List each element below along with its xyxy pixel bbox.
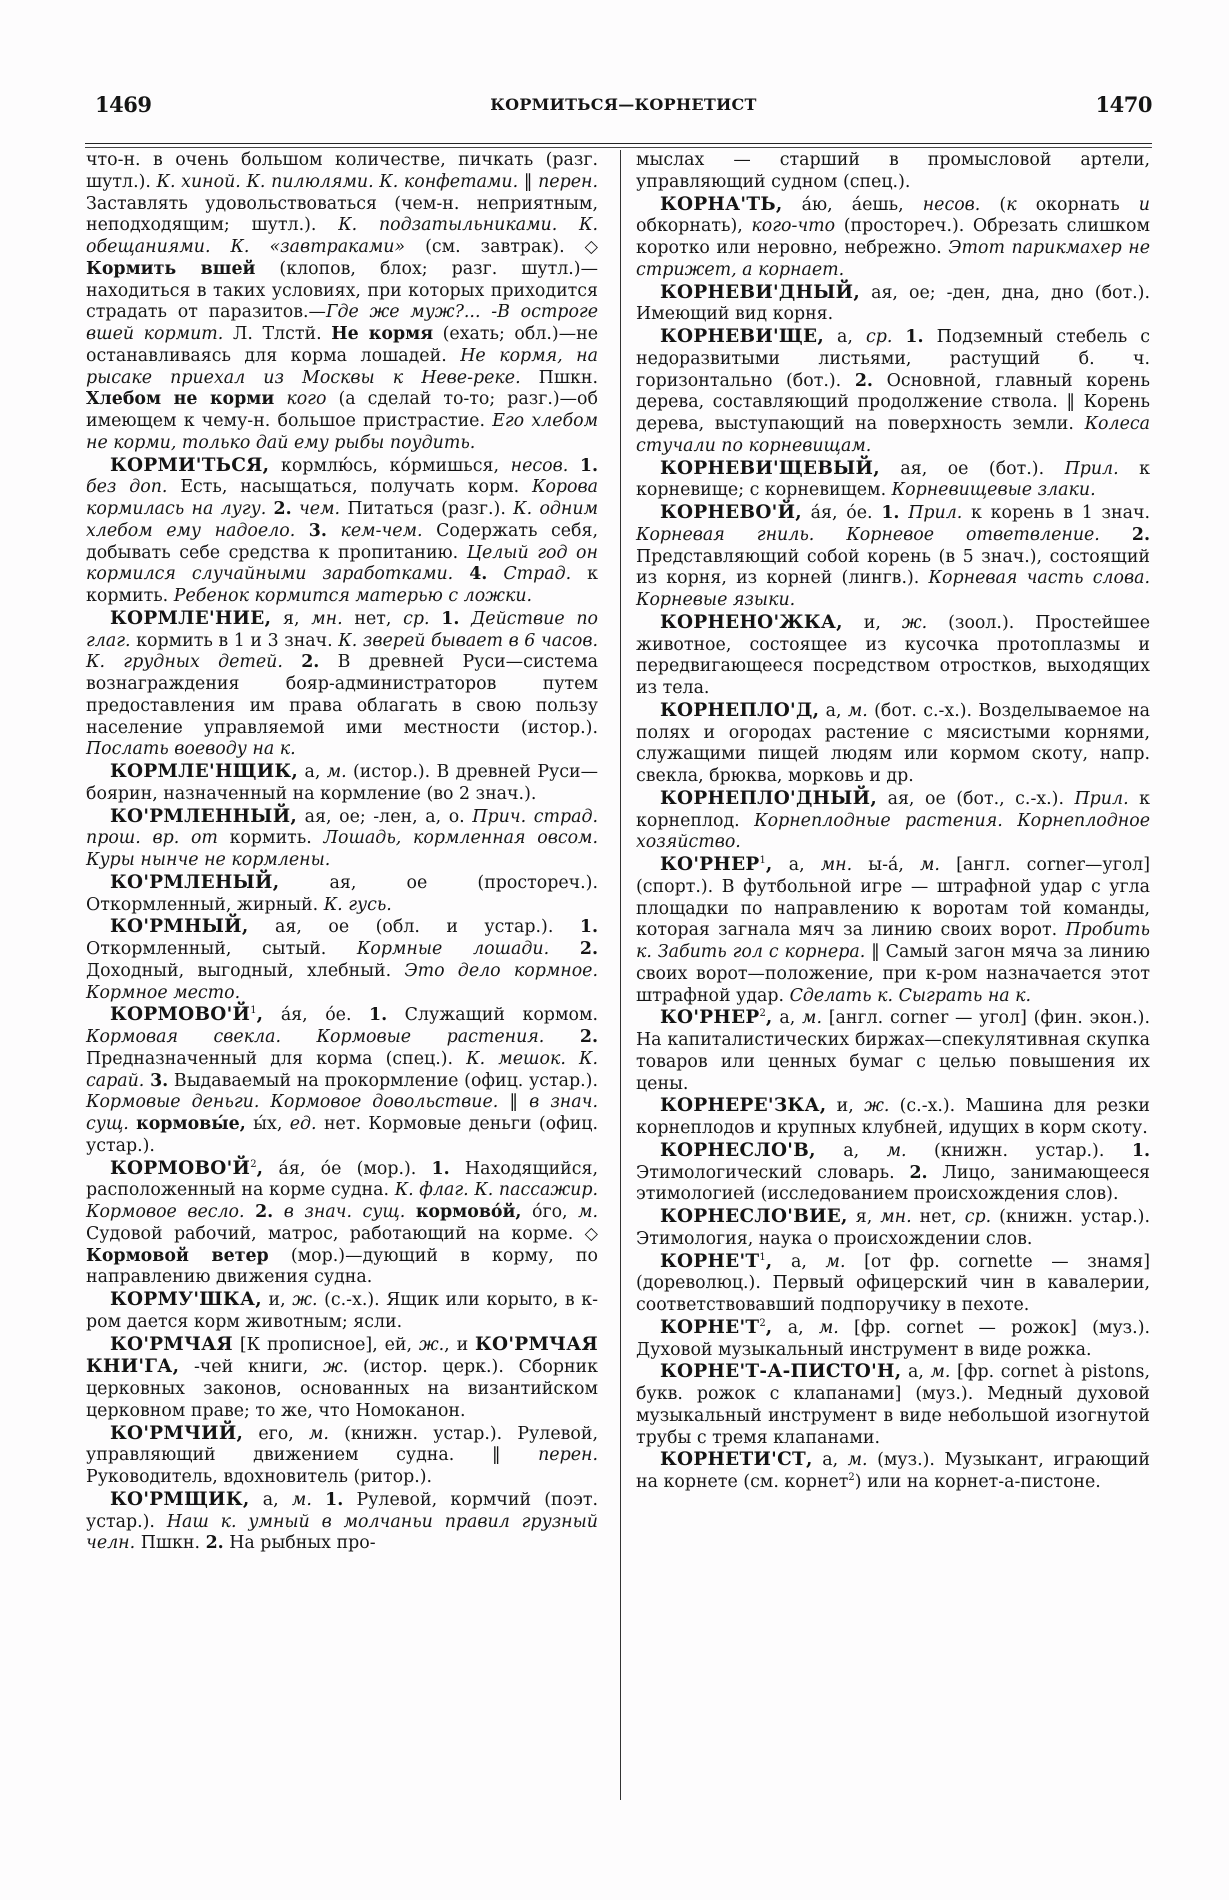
italic-text: перен. — [538, 1445, 598, 1466]
dictionary-entry — [636, 458, 1150, 503]
italic-text: мн. — [311, 608, 343, 629]
headword: КОРМИ'ТЬСЯ, — [110, 454, 270, 476]
italic-text: Колеса стучали по корневищам. — [636, 414, 1150, 456]
text: обкорнать), — [636, 216, 752, 237]
right-column — [636, 150, 1150, 1494]
bold-text: 2. — [854, 370, 873, 391]
bold-text: 3. — [308, 520, 327, 541]
text: а, — [249, 1489, 292, 1510]
bold-text: 1. — [1131, 1140, 1150, 1161]
italic-text: несов. — [922, 194, 981, 215]
headword: КО'РНЕР — [660, 1007, 760, 1029]
bold-text: 1. — [325, 1489, 344, 1510]
italic-text: Прил. — [1074, 788, 1129, 809]
superscript-index: 2 — [250, 1158, 257, 1170]
text: ) или на корнет-а-пистоне. — [854, 1472, 1101, 1492]
text — [453, 564, 469, 584]
text: Есть, насыщаться, получать корм. — [167, 477, 532, 498]
dictionary-entry — [86, 872, 598, 917]
italic-text: в знач. сущ. — [86, 1092, 598, 1134]
text — [568, 456, 580, 476]
bold-text: Хлебом не корми — [86, 389, 275, 410]
text: к корнеплод. — [636, 788, 1150, 831]
entry-continuation — [86, 150, 598, 455]
italic-text: м. — [847, 700, 868, 721]
text: (истор.). В древней Руси—боярин, назначенный на кормление (во 2 знач.). — [86, 762, 599, 804]
text: (книжн. устар.). Рулевой, управляющий движением судна. ‖ — [86, 1423, 599, 1466]
text: к корневище; с корневищем. — [636, 458, 1150, 501]
text: что-н. в очень большом количестве, пичкать (разг. шутл.). — [86, 150, 598, 192]
bold-text: кормово́й, — [415, 1202, 522, 1222]
text: [фр. cornet à pistons, букв. рожок с клапанами] (муз.). Медный духовой музыкальный инструмент в виде небольшой изогнутой трубы с тремя клапанами. — [636, 1362, 1150, 1448]
bold-text: 3. — [150, 1070, 169, 1091]
left-column — [86, 150, 598, 1555]
text — [430, 609, 442, 629]
bold-text: 1. — [431, 1158, 450, 1179]
italic-text: ср. — [865, 327, 893, 347]
dictionary-entry — [636, 1361, 1150, 1449]
italic-text: ед. — [289, 1114, 317, 1134]
text: Откормленный, сытый. — [86, 939, 357, 959]
dictionary-entry — [636, 1095, 1150, 1140]
text — [295, 521, 309, 541]
bold-text: Не кормя — [331, 324, 434, 344]
italic-text: м. — [847, 1450, 868, 1471]
bold-text: 2. — [205, 1533, 224, 1554]
text — [266, 499, 273, 519]
text: Судовой рабочий, матрос, работающий на корме. ◇ — [86, 1223, 598, 1244]
italic-text: кого-что — [751, 216, 836, 237]
dictionary-entry — [636, 1317, 1150, 1362]
headword: КОРНЕВИ'ЩЕВЫЙ, — [660, 457, 880, 479]
text — [292, 499, 299, 519]
bold-text: 1. — [579, 917, 598, 938]
italic-text: м. — [802, 1008, 822, 1029]
text: (книжн. устар.). — [906, 1140, 1132, 1161]
superscript-index: 1 — [759, 855, 766, 867]
text: (мор.)—дующий в корму, по направлению движения судна. — [86, 1245, 598, 1288]
dictionary-entry — [636, 326, 1150, 458]
italic-text: Кормные лошади. — [356, 939, 550, 959]
page-header — [95, 92, 1152, 126]
text: Основной, главный корень дерева, составляющий продолжение ствола. ‖ Корень дерева, выступающий на поверхность земли. — [636, 370, 1150, 434]
bold-text: 2. — [255, 1202, 274, 1222]
headword: КО'РМЛЕННЫЙ, — [110, 805, 298, 827]
headword: КО'РМЧИЙ, — [110, 1422, 244, 1444]
italic-text: ж. — [418, 1334, 445, 1355]
italic-text: чем. — [298, 499, 341, 519]
bold-text: 1. — [881, 503, 900, 523]
headword: КОРМОВО'Й — [110, 1004, 251, 1026]
italic-text: Кормовая свекла. Кормовые растения. — [86, 1027, 545, 1047]
text: Пшкн. — [520, 367, 598, 388]
text: (с.-х.). Ящик или корыто, в к-ром дается корм животным; ясли. — [86, 1290, 598, 1332]
text: а, — [812, 1450, 848, 1471]
dictionary-entry — [636, 1251, 1150, 1317]
text: В древней Руси—система вознаграждения бояр-администраторов путем предоставления им права облагать в свою пользу население управляемой ими местности (истор.). — [86, 652, 598, 738]
dictionary-entry — [86, 761, 598, 806]
text — [549, 939, 580, 959]
text: ы-а́, — [852, 855, 921, 875]
italic-text: Ребенок кормится матерью с ложки. — [173, 586, 533, 606]
superscript-index: 1 — [759, 1251, 766, 1263]
text: (ехать; обл.)—не останавливаясь для корма лошадей. — [86, 324, 598, 366]
dictionary-entry — [86, 806, 598, 872]
italic-text: Корнеплодные растения. Корнеплодное хозяйство. — [636, 810, 1150, 853]
text: ая, ое (бот., с.-х.). — [877, 788, 1075, 809]
bold-text: 2. — [579, 939, 599, 959]
italic-text: Сделать к. Сыграть на к. — [789, 985, 1032, 1006]
dictionary-entry — [636, 502, 1150, 612]
italic-text: Этот парикмахер не стрижет, а корнает. — [636, 238, 1150, 280]
bold-text: 1. — [441, 608, 460, 629]
headword: КОРНЕ'Т-А-ПИСТО'Н, — [660, 1361, 902, 1383]
dictionary-entry — [636, 1007, 1150, 1095]
italic-text: Это дело кормное. Кормное место. — [86, 960, 598, 1003]
text: (бот. с.-х.). Возделываемое на полях и огородах растение с мясистыми корнями, служащими пищей людям или кормом скоту, напр. свекла, брюква, морковь и др. — [636, 700, 1150, 786]
italic-text: м. — [326, 762, 347, 782]
text: Лицо, занимающееся этимологией (исследованием происхождения слов). — [636, 1162, 1151, 1205]
italic-text: м. — [308, 1423, 329, 1444]
text: Выдаваемый на прокормление (офиц. устар.). — [168, 1070, 598, 1091]
text — [487, 564, 503, 584]
text: [фр. cornet — рожок] (муз.). Духовой музыкальный инструмент в виде рожка. — [636, 1317, 1151, 1360]
text: ая, ое (бот.). — [879, 458, 1065, 479]
page-number-left: 1469 — [95, 92, 152, 117]
dictionary-entry — [86, 1489, 598, 1555]
italic-text: Пробить к. Забить гол с корнера. — [636, 920, 1150, 962]
text: ‖ Самый загон мяча за линию своих ворот—положение, при к-ром назначается этот штрафной удар. — [636, 942, 1150, 1006]
bold-text: 2. — [1131, 524, 1150, 545]
text: ‖ — [498, 1092, 530, 1113]
text: ы́х, — [245, 1114, 290, 1134]
headword: КОРНА'ТЬ, — [660, 193, 783, 215]
italic-text: Послать воеводу на к. — [86, 739, 296, 760]
text: а, — [298, 762, 327, 782]
italic-text: ж. — [901, 612, 928, 633]
headword: КО'РМЛЕНЫЙ, — [110, 871, 280, 893]
headword: , — [256, 1004, 264, 1026]
italic-text: Кормовые деньги. Кормовое довольствие. — [86, 1092, 499, 1113]
text: Рулевой, кормчий (поэт. устар.). — [86, 1489, 599, 1532]
text: а, — [772, 1251, 826, 1272]
bold-text: 2. — [301, 652, 320, 673]
text: а, — [815, 1140, 887, 1161]
dictionary-entry — [86, 608, 598, 761]
text: [англ. corner — угол] (фин. экон.). На капиталистических биржах—спекулятивная скупка товаров или ценных бумаг с целью повышения их цены. — [636, 1008, 1150, 1094]
text: ‖ — [518, 171, 539, 192]
dictionary-entry — [86, 1289, 598, 1334]
headword: КОРМЛЕ'НЩИК, — [110, 761, 299, 782]
headword: КОРНЕРЕ'ЗКА, — [660, 1095, 827, 1117]
italic-text: несов. — [510, 455, 569, 476]
italic-text: ср. — [403, 608, 430, 629]
italic-text: К. подзатыльниками. К. обещаниями. К. «завтраками» — [86, 215, 599, 257]
text: я, — [271, 608, 312, 629]
dictionary-entry — [636, 700, 1150, 788]
headword: КОРНЕПЛО'Д, — [660, 699, 820, 721]
superscript-index: 2 — [759, 1317, 766, 1329]
text — [283, 652, 301, 672]
text: кормить в 1 и 3 знач. — [130, 630, 339, 651]
italic-text: кого — [286, 389, 327, 410]
dictionary-entry — [636, 1140, 1150, 1206]
text: нет, — [911, 1207, 965, 1227]
italic-text: Где же муж?... -В остроге вшей кормит. — [86, 302, 598, 344]
italic-text: и — [1138, 194, 1150, 215]
italic-text: К. флаг. К. пассажир. Кормовое весло. — [86, 1180, 598, 1222]
italic-text: в знач. сущ. — [283, 1202, 406, 1222]
bold-text: 2. — [579, 1027, 599, 1047]
italic-text: Лошадь, кормленная овсом. Куры нынче не кормлены. — [86, 828, 598, 870]
text — [327, 521, 341, 541]
italic-text: м. — [818, 1317, 839, 1338]
dictionary-entry — [636, 612, 1150, 700]
text: а, — [772, 1317, 819, 1338]
italic-text: м. — [886, 1140, 907, 1161]
italic-text: кем-чем. — [340, 520, 423, 541]
italic-text: Корневищевые злаки. — [891, 480, 1096, 501]
text: и, — [826, 1096, 865, 1117]
text: ая, ое; -лен, а, о. — [297, 806, 473, 827]
headword: КОРМУ'ШКА, — [110, 1289, 262, 1310]
italic-text: Действие по глаг. — [86, 608, 598, 651]
text — [245, 1202, 256, 1222]
italic-text: перен. — [538, 171, 598, 192]
dictionary-entry — [86, 1423, 598, 1489]
italic-text: ж. — [292, 1290, 318, 1310]
text: Представляющий собой корень (в 5 знач.), состоящий из корня, из корней (лингв.). — [636, 546, 1150, 589]
italic-text: без доп. — [86, 477, 168, 498]
text — [312, 1490, 325, 1510]
dictionary-entry — [86, 455, 598, 608]
headword: КОРНЕ'Т — [660, 1250, 760, 1272]
bold-text: 1. — [905, 327, 924, 347]
text: (простореч.). Обрезать слишком коротко или неровно, небрежно. — [636, 216, 1150, 258]
headword: КОРНЕВИ'ДНЫЙ, — [660, 281, 861, 303]
text: нет. Кормовые деньги (офиц. устар.). — [86, 1114, 598, 1156]
headword: КО'РМЧАЯ КНИ'ГА, — [86, 1333, 598, 1378]
italic-text: Целый год он кормился случайными заработками. — [86, 542, 598, 585]
text: а, — [772, 1008, 803, 1029]
text — [274, 389, 286, 409]
bold-text: кормовы́е, — [136, 1114, 246, 1134]
text: кормлю́сь, ко́рмишься, — [269, 455, 511, 476]
text: [англ. corner—угол] (спорт.). В футбольной игре — штрафной удар с угла площадки по направлению к воротам той команды, которая загнала мяч за линию своих ворот. — [636, 855, 1151, 941]
dictionary-entry — [86, 1334, 598, 1423]
text: (а сделай то-то; разг.)—об имеющем к чему-н. большое пристрастие. — [86, 389, 598, 431]
text: (зоол.). Простейшее животное, состоящее из кусочка протоплазмы и передвигающееся посредством отростков, выходящих из тела. — [636, 612, 1150, 698]
bold-text: 1. — [579, 455, 598, 476]
bold-text: 2. — [909, 1162, 928, 1183]
text: Этимологический словарь. — [636, 1162, 910, 1183]
text — [1100, 525, 1132, 545]
text: окорнать — [1016, 194, 1139, 215]
italic-text: Прил. — [908, 503, 963, 523]
italic-text: Корневая гниль. Корневое ответвление. — [636, 524, 1100, 545]
text: а́я, о́е. — [801, 503, 882, 523]
superscript-index: 1 — [250, 1005, 257, 1017]
column-divider — [620, 150, 621, 1800]
text — [544, 1027, 580, 1047]
text: [К прописное], ей, — [232, 1334, 419, 1355]
text: кормить. — [217, 828, 324, 849]
text: Подземный стебель с недоразвитыми листьями, растущий б. ч. горизонтально (бот.). — [636, 327, 1150, 391]
headword: КОРНЕ'Т — [660, 1316, 760, 1338]
text: (истор. церк.). Сборник церковных законов, основанных на византийском церковном праве; то же, что Номоканон. — [86, 1357, 599, 1421]
italic-text: К. хиной. К. пилюлями. К. конфетами. — [156, 171, 519, 192]
italic-text: мн. — [880, 1207, 912, 1227]
text: Руководитель, вдохновитель (ритор.). — [86, 1467, 433, 1487]
headword: КО'РМЩИК, — [110, 1488, 250, 1510]
text: Служащий кормом. — [387, 1005, 598, 1026]
text: ая, ое (обл. и устар.). — [248, 917, 580, 938]
text: а, — [824, 327, 866, 347]
text: а́я, о́е. — [263, 1005, 369, 1026]
text: Питаться (разг.). — [340, 499, 514, 519]
headword: КОРМЛЕ'НИЕ, — [110, 607, 272, 629]
text: к корень в 1 знач. — [962, 503, 1150, 523]
dictionary-entry — [636, 854, 1150, 1007]
italic-text: Не кормя, на рысаке приехал из Москвы к Неве-реке. — [86, 345, 598, 388]
superscript-index: 2 — [848, 1472, 855, 1484]
headword: , — [256, 1157, 264, 1179]
dictionary-entry — [636, 1206, 1150, 1251]
italic-text: Прил. — [1064, 458, 1119, 479]
text: Доходный, выгодный, хлебный. — [86, 960, 405, 981]
headword: КОРМОВО'Й — [110, 1157, 251, 1179]
bold-text: 4. — [469, 564, 488, 585]
text: (с.-х.). Машина для резки корнеплодов и крупных клубней, идущих в корм скоту. — [636, 1096, 1150, 1138]
text: Л. Тлстй. — [223, 324, 332, 344]
bold-text: Кормить вшей — [86, 258, 256, 279]
header-rule-bottom — [85, 147, 1152, 148]
italic-text: ж. — [322, 1357, 349, 1378]
text — [899, 503, 908, 523]
text: к кормить. — [86, 564, 599, 606]
bold-text: 2. — [273, 499, 292, 519]
headword: КОРНЕПЛО'ДНЫЙ, — [660, 787, 878, 809]
text: Находящийся, расположенный на корме судна. — [86, 1158, 598, 1201]
dictionary-entry — [636, 788, 1150, 854]
text: (см. завтрак). ◇ — [405, 237, 598, 257]
headword: КОРНЕВО'Й, — [660, 502, 802, 523]
headword: КОРНЕНО'ЖКА, — [660, 611, 843, 633]
dictionary-entry — [86, 1004, 598, 1157]
headword: КО'РНЕР — [660, 854, 760, 875]
text: ая, ое; -ден, дна, дно (бот.). Имеющий вид корня. — [636, 282, 1150, 325]
text — [405, 1202, 416, 1222]
italic-text: К. зверей бывает в 6 часов. К. грудных детей. — [86, 630, 599, 673]
text: ( — [980, 194, 1007, 215]
italic-text: мн. — [820, 855, 853, 875]
dictionary-entry — [636, 282, 1150, 327]
text: -чей книги, — [179, 1357, 323, 1378]
text: а́я, о́е (мор.). — [263, 1158, 432, 1179]
text: я, — [847, 1207, 881, 1227]
italic-text: м. — [578, 1202, 599, 1222]
text: ая, ое (простореч.). Откормленный, жирный. — [86, 872, 598, 915]
text: Содержать себя, добывать себе средства к пропитанию. — [86, 520, 598, 563]
headword: КОРНЕСЛО'ВИЕ, — [660, 1206, 848, 1227]
headword: , — [765, 854, 773, 875]
text: а, — [819, 700, 848, 721]
italic-text: ср. — [964, 1207, 992, 1227]
text: а́ю, а́ешь, — [782, 194, 923, 215]
text: а, — [772, 855, 821, 875]
text: мыслах — старший в промысловой артели, управляющий судном (спец.). — [636, 150, 1150, 192]
text: а, — [901, 1362, 931, 1383]
text: (книжн. устар.). Этимология, наука о происхождении слов. — [636, 1207, 1150, 1249]
bold-text: Кормовой ветер — [86, 1245, 269, 1266]
text: нет, — [342, 608, 404, 629]
italic-text: м. — [825, 1251, 846, 1272]
italic-text: м. — [291, 1489, 312, 1510]
text: и, — [261, 1290, 293, 1310]
text: о́го, — [521, 1202, 579, 1222]
italic-text: К. гусь. — [323, 894, 392, 915]
text: (клопов, блох; разг. шутл.)—находиться в таких условиях, при которых приходится страдать от паразитов.— — [86, 258, 598, 323]
headword: , — [765, 1316, 773, 1338]
entry-continuation — [636, 150, 1150, 194]
headword: , — [765, 1250, 773, 1272]
italic-text: Корова кормилась на лугу. — [86, 477, 599, 519]
italic-text: Его хлебом не корми, только дай ему рыбы поудить. — [86, 411, 598, 453]
text: Предназначенный для корма (спец.). — [86, 1048, 467, 1069]
text: , и — [444, 1334, 476, 1355]
bold-text: 1. — [369, 1005, 388, 1026]
italic-text: к — [1006, 194, 1017, 215]
italic-text: Корневая часть слова. Корневые языки. — [636, 568, 1150, 610]
dictionary-entry — [86, 916, 598, 1004]
italic-text: м. — [920, 855, 940, 875]
headword: КОРНЕВИ'ЩЕ, — [660, 326, 825, 347]
text: Заставлять удовольствоваться (чем-н. неприятным, неподходящим; шутл.). — [86, 193, 598, 236]
italic-text: Страд. — [503, 564, 572, 585]
italic-text: м. — [930, 1362, 951, 1383]
text: и, — [842, 612, 902, 633]
headword: , — [765, 1007, 773, 1029]
italic-text: К. мешок. К. сарай. — [86, 1048, 598, 1091]
text: [от фр. cornette — знамя] (дореволюц.). Первый офицерский чин в кавалерии, соответствовавший подпоручику в пехоте. — [636, 1251, 1150, 1315]
text: его, — [243, 1423, 309, 1444]
header-rule-top — [85, 143, 1152, 144]
running-title: КОРМИТЬСЯ—КОРНЕТИСТ — [490, 95, 757, 114]
dictionary-entry — [86, 1158, 598, 1290]
text — [459, 609, 471, 629]
italic-text: ж. — [864, 1096, 890, 1117]
text: На рыбных про- — [223, 1533, 376, 1554]
text: (муз.). Музыкант, играющий на корнете (см. корнет — [636, 1450, 1151, 1492]
headword: КО'РМНЫЙ, — [110, 916, 249, 938]
italic-text: Прич. страд. прош. вр. от — [86, 806, 599, 849]
headword: КОРНЕТИ'СТ, — [660, 1449, 813, 1471]
text: Пшкн. — [135, 1533, 206, 1554]
dictionary-entry — [636, 194, 1150, 282]
italic-text: Наш к. умный в молчаньи правил грузный челн. — [86, 1511, 598, 1554]
headword: КОРНЕСЛО'В, — [660, 1139, 816, 1161]
italic-text: К. одним хлебом ему надоело. — [86, 499, 599, 541]
text — [892, 327, 905, 347]
text — [273, 1202, 284, 1222]
headword: КО'РМЧАЯ — [110, 1333, 233, 1355]
superscript-index: 2 — [759, 1008, 766, 1020]
dictionary-entry — [636, 1449, 1150, 1494]
page-number-right: 1470 — [1095, 92, 1152, 117]
